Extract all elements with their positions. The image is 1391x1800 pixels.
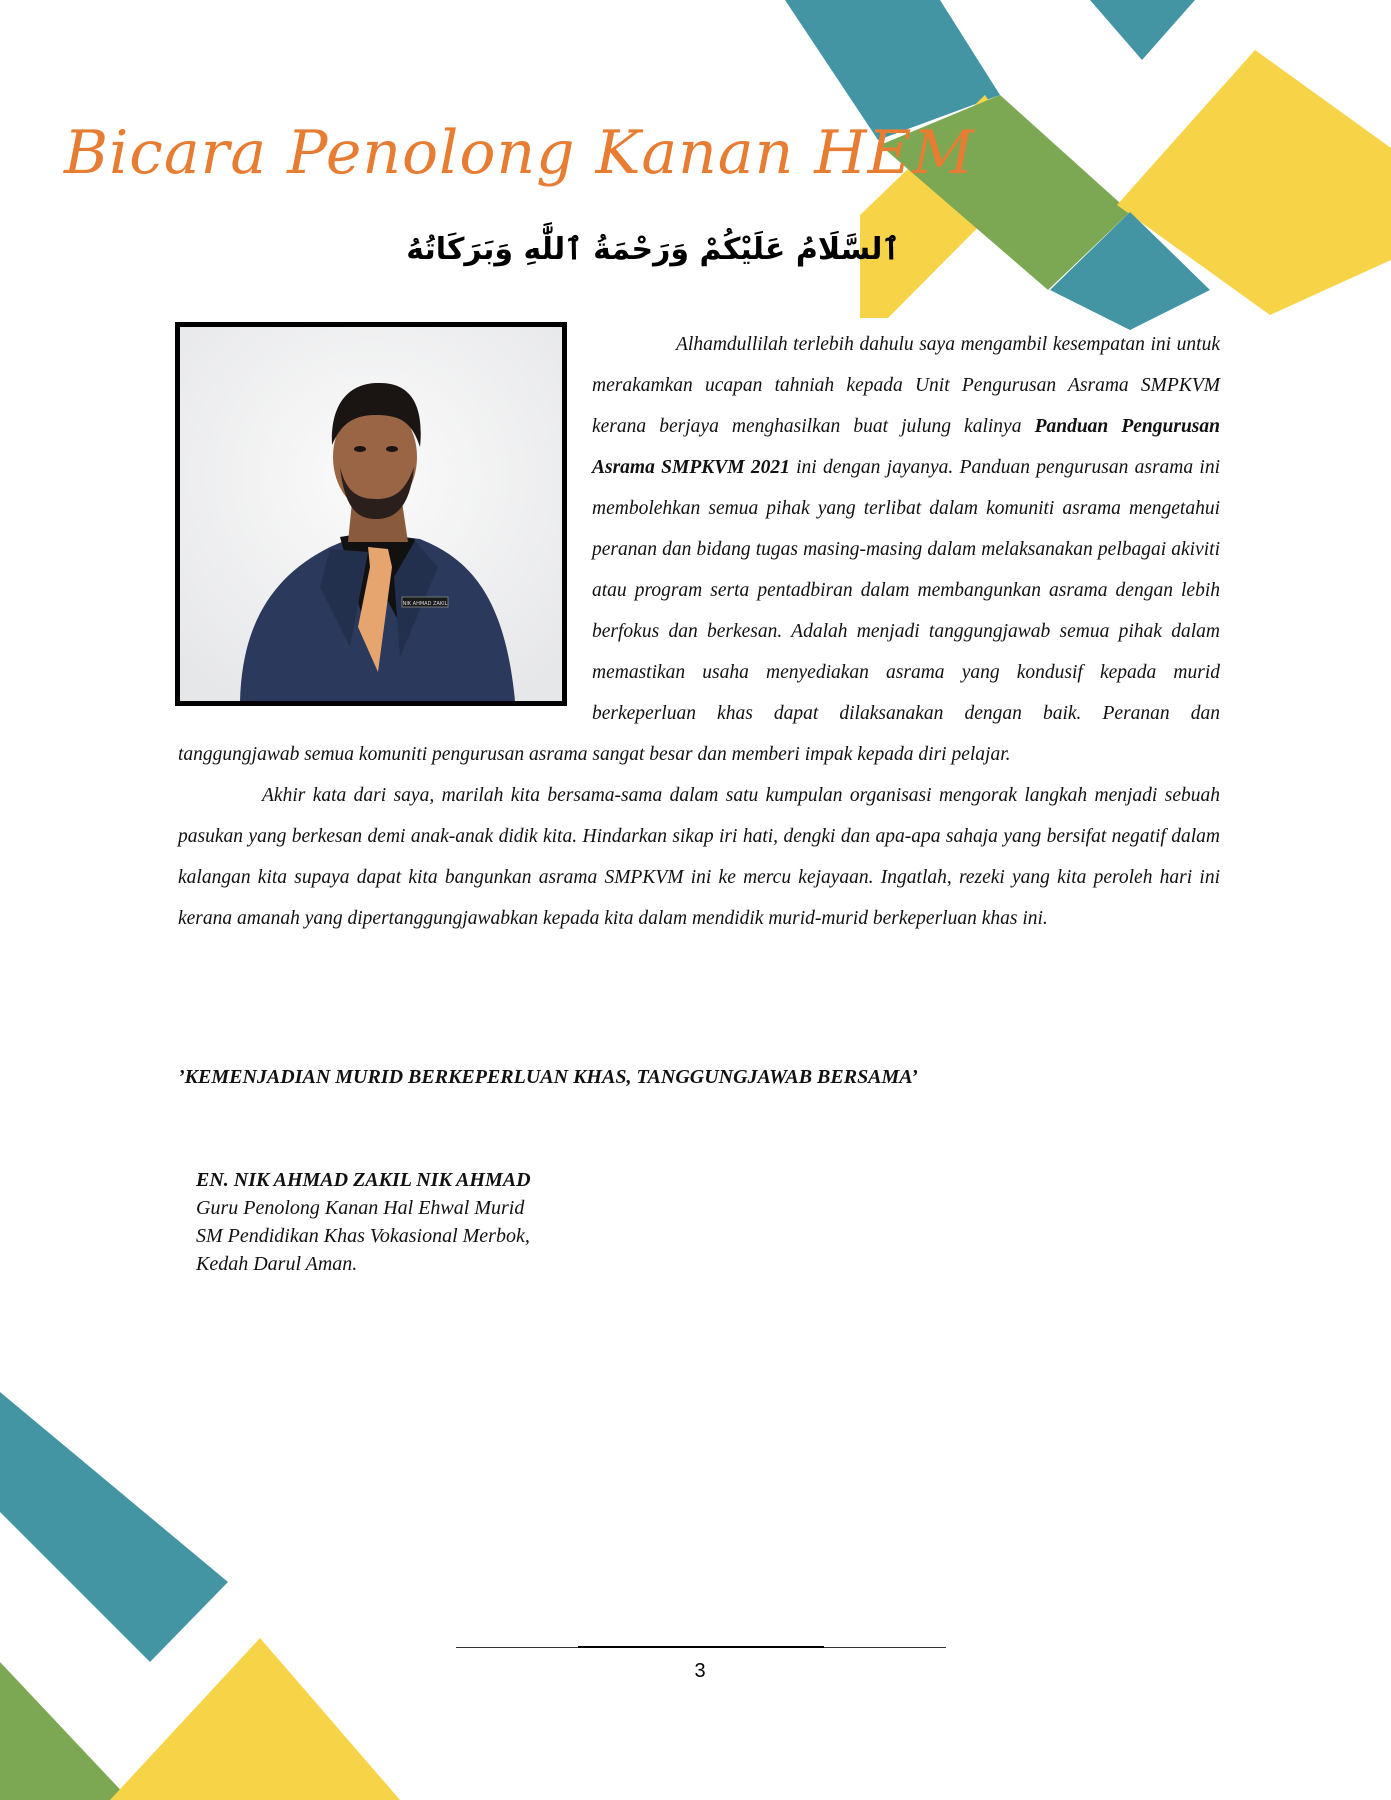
signature-block — [196, 1166, 531, 1278]
body-text — [178, 324, 1220, 939]
guide-title: Panduan Pengurusan Asrama SMPKVM 2021 — [592, 416, 1220, 478]
paragraph-1-intro: Alhamdullilah terlebih dahulu saya mengambil kesempatan ini untuk merakamkan ucapan tahniah kepada Unit Pengurusan Asrama SMPKVM kerana berjaya menghasilkan buat julung kalinya — [592, 334, 1220, 437]
motto: ’KEMENJADIAN MURID BERKEPERLUAN KHAS, TANGGUNGJAWAB BERSAMA’ — [178, 1066, 918, 1088]
paragraph-2 — [178, 775, 1220, 939]
page-title: Bicara Penolong Kanan HEM — [64, 118, 975, 188]
paragraph-1-rest: ini dengan jayanya. Panduan pengurusan asrama ini membolehkan semua pihak yang terlibat dalam komuniti asrama mengetahui peranan dan bidang tugas masing-masing dalam melaksanakan pelbagai akiviti atau program serta pentadbiran dalam membangunkan asrama dengan lebih berfokus dan berkesan. Adalah menjadi tanggungjawab semua pihak dalam memastikan usaha menyediakan asrama yang kondusif kepada murid berkeperluan khas dapat dilaksanakan dengan baik. Peranan dan tanggungjawab semua komuniti pengurusan asrama sangat besar dan memberi impak kepada diri pelajar. — [178, 457, 1220, 765]
arabic-greeting: ٱلسَّلَامُ عَلَيْكُمْ وَرَحْمَةُ ٱللَّٰهِ وَبَرَكَاتُهُ — [406, 232, 900, 267]
yellow-bottom-triangle — [110, 1638, 400, 1800]
signature-name: EN. NIK AHMAD ZAKIL NIK AHMAD — [196, 1169, 531, 1191]
teal-top-right-triangle — [1090, 0, 1195, 60]
green-bottom-triangle — [0, 1662, 130, 1800]
name-tag-text: NIK AHMAD ZAKIL — [402, 601, 448, 607]
signature-school: SM Pendidikan Khas Vokasional Merbok, — [196, 1225, 530, 1247]
page-number: 3 — [694, 1660, 706, 1682]
photo-spacer — [178, 324, 592, 728]
footer-rule-accent — [578, 1646, 824, 1648]
paragraph-2-text: Akhir kata dari saya, marilah kita bersama-sama dalam satu kumpulan organisasi mengorak langkah menjadi sebuah pasukan yang berkesan demi anak-anak didik kita. Hindarkan sikap iri hati, dengki dan apa-apa sahaja yang bersifat negatif dalam kalangan kita supaya dapat kita bangunkan asrama SMPKVM ini ke mercu kejayaan. Ingatlah, rezeki yang kita peroleh hari ini kerana amanah yang dipertanggungjawabkan kepada kita dalam mendidik murid-murid berkeperluan khas ini. — [178, 785, 1220, 929]
signature-state: Kedah Darul Aman. — [196, 1253, 358, 1275]
signature-position: Guru Penolong Kanan Hal Ehwal Murid — [196, 1197, 525, 1219]
teal-bottom-band — [0, 1392, 228, 1662]
